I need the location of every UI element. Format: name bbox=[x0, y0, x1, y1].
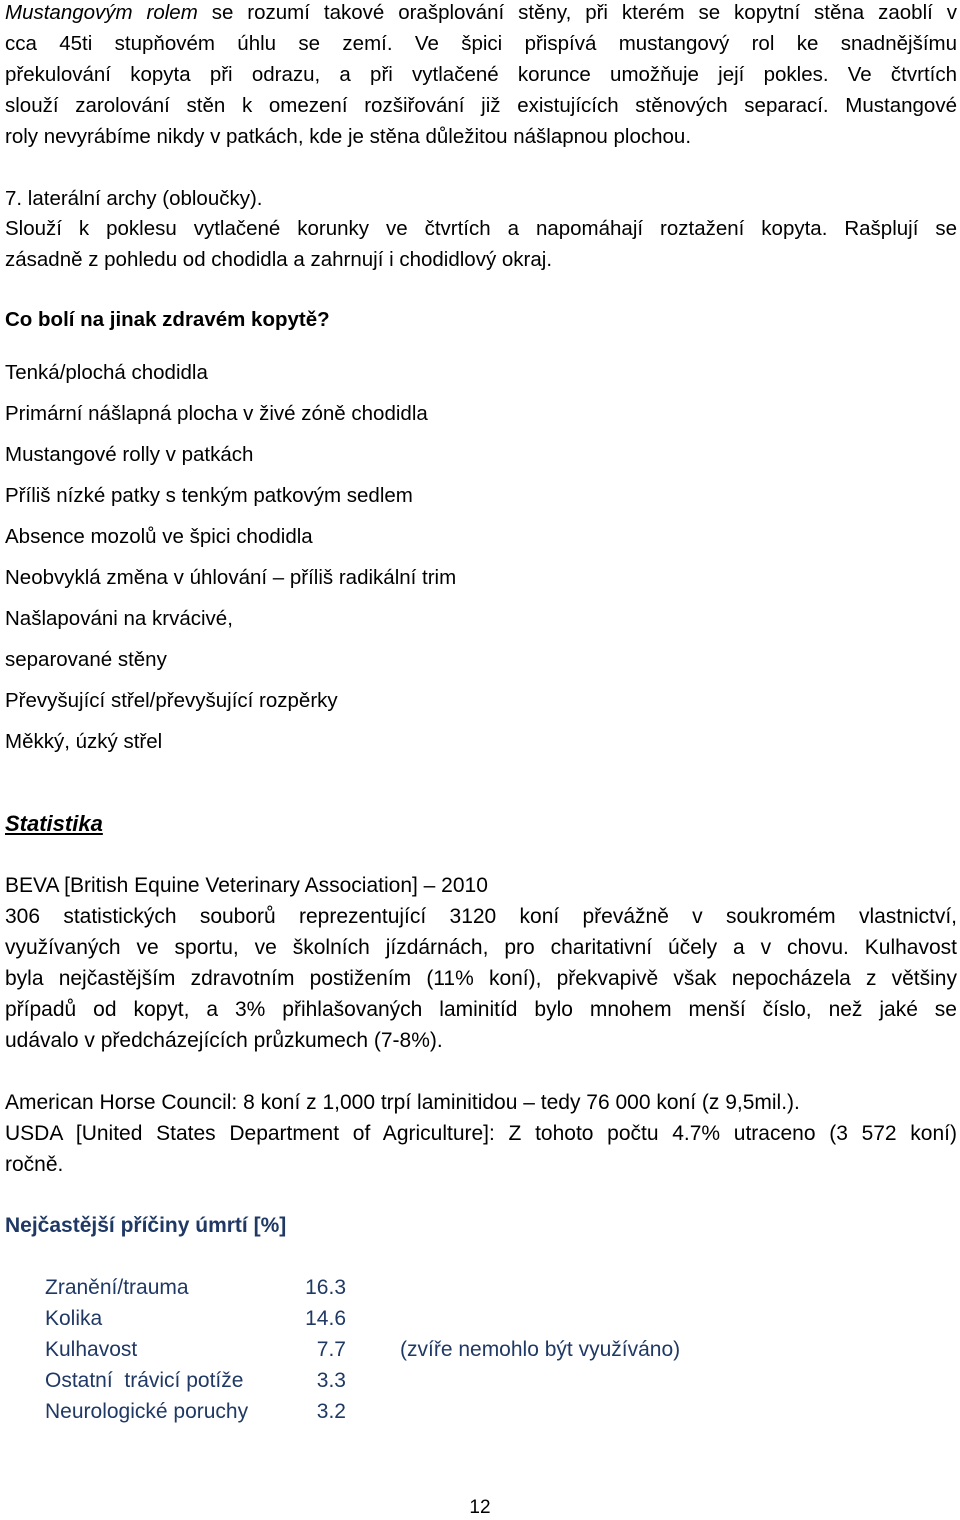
pain-item: separované stěny bbox=[5, 648, 167, 671]
ahc-line: American Horse Council: 8 koní z 1,000 trpí laminitidou – tedy 76 000 koní (z 9,5mil.). bbox=[5, 1091, 800, 1114]
cause-note: (zvíře nemohlo být využíváno) bbox=[400, 1338, 681, 1361]
pain-item: Převyšující střel/převyšující rozpěrky bbox=[5, 689, 338, 712]
cause-name: Kulhavost bbox=[45, 1338, 138, 1361]
statistics-heading: Statistika bbox=[5, 811, 103, 836]
page-number: 12 bbox=[469, 1497, 491, 1518]
intro-line: slouží zarolování stěn k omezení rozšiřování již existujících stěnových separací. Mustangové bbox=[5, 94, 957, 117]
pain-item: Primární nášlapná plocha v živé zóně chodidla bbox=[5, 402, 428, 425]
usda-line: USDA [United States Department of Agriculture]: Z tohoto počtu 4.7% utraceno (3 572 koní) bbox=[5, 1122, 957, 1145]
pain-item: Absence mozolů ve špici chodidla bbox=[5, 525, 313, 548]
cause-name: Kolika bbox=[45, 1307, 103, 1330]
pain-item: Mustangové rolly v patkách bbox=[5, 443, 254, 466]
section-7-heading: 7. laterální archy (obloučky). bbox=[5, 187, 263, 210]
cause-value: 16.3 bbox=[305, 1276, 346, 1299]
cause-value: 14.6 bbox=[305, 1307, 346, 1330]
beva-line: 306 statistických souborů reprezentující 3120 koní převážně v soukromém vlastnictví, bbox=[5, 905, 957, 928]
pain-item: Našlapováni na krvácivé, bbox=[5, 607, 233, 630]
section-7-line-last: zásadně z pohledu od chodidla a zahrnují i chodidlový okraj. bbox=[5, 248, 553, 271]
intro-line-1-rest: se rozumí takové orašplování stěny, při kterém se kopytní stěna zaoblí v bbox=[197, 1, 958, 24]
causes-heading: Nejčastější příčiny úmrtí [%] bbox=[5, 1214, 287, 1237]
cause-value: 3.3 bbox=[316, 1369, 346, 1392]
intro-line: cca 45ti stupňovém úhlu se zemí. Ve špici přispívá mustangový rol ke snadnějšímu bbox=[5, 32, 957, 55]
intro-line-last: roly nevyrábíme nikdy v patkách, kde je stěna důležitou nášlapnou plochou. bbox=[5, 125, 692, 148]
usda-line-last: ročně. bbox=[5, 1153, 64, 1176]
beva-line: byla nejčastějším zdravotním postižením (11% koní), překvapivě však nepocházela z většiny bbox=[5, 967, 957, 990]
beva-line: případů od kopyt, a 3% přihlašovaných laminitíd bylo mnohem menší číslo, než jaké se bbox=[5, 998, 957, 1021]
cause-value: 3.2 bbox=[316, 1400, 346, 1423]
pain-heading: Co bolí na jinak zdravém kopytě? bbox=[5, 308, 330, 331]
intro-line: překulování kopyta při odrazu, a při vytlačené korunce umožňuje její pokles. Ve čtvrtích bbox=[5, 63, 957, 86]
beva-line: využívaných ve sportu, ve školních jízdárnách, pro charitativní účely a v chovu. Kulhavost bbox=[5, 936, 957, 959]
pain-item: Neobvyklá změna v úhlování – příliš radikální trim bbox=[5, 566, 457, 589]
beva-title: BEVA [British Equine Veterinary Association] – 2010 bbox=[5, 874, 488, 897]
cause-value: 7.7 bbox=[316, 1338, 346, 1361]
cause-name: Neurologické poruchy bbox=[45, 1400, 249, 1423]
intro-line-1 bbox=[5, 0, 960, 26]
cause-name: Ostatní trávicí potíže bbox=[45, 1369, 244, 1392]
pain-item: Tenká/plochá chodidla bbox=[5, 361, 208, 384]
cause-name: Zranění/trauma bbox=[45, 1276, 189, 1299]
mustang-roll-term: Mustangovým rolem bbox=[5, 1, 198, 24]
beva-line-last: udávalo v předcházejících průzkumech (7-8%). bbox=[5, 1029, 443, 1052]
section-7-line: Slouží k poklesu vytlačené korunky ve čtvrtích a napomáhají roztažení kopyta. Rašplují se bbox=[5, 217, 957, 240]
pain-item: Měkký, úzký střel bbox=[5, 730, 163, 753]
pain-item: Příliš nízké patky s tenkým patkovým sedlem bbox=[5, 484, 413, 507]
